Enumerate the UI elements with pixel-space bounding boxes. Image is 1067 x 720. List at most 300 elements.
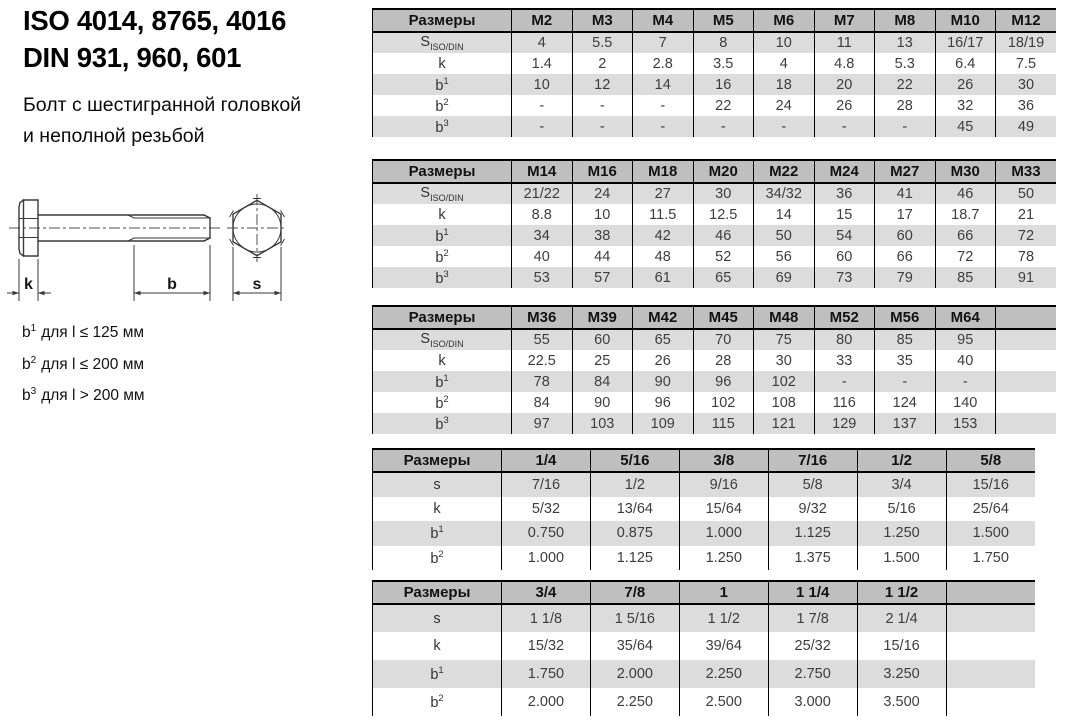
table-cell bbox=[946, 632, 1035, 660]
row-label: $b^1$ bbox=[373, 74, 512, 95]
table-cell: 2 1/4 bbox=[857, 604, 946, 632]
table-corner-header: Размеры bbox=[373, 9, 512, 32]
table-cell: 8 bbox=[693, 32, 754, 53]
table-cell: 0.875 bbox=[590, 521, 679, 546]
table-cell: - bbox=[633, 95, 694, 116]
table-cell: 9/16 bbox=[679, 472, 768, 497]
column-header: M16 bbox=[572, 160, 633, 183]
footnote-symbol: b bbox=[22, 387, 31, 405]
column-header: M42 bbox=[633, 306, 694, 329]
table-cell: 52 bbox=[693, 246, 754, 267]
table-cell: 15 bbox=[814, 204, 875, 225]
table-cell: 60 bbox=[814, 246, 875, 267]
column-header: M33 bbox=[996, 160, 1057, 183]
table-cell: 40 bbox=[512, 246, 573, 267]
page-title-din: DIN 931, 960, 601 bbox=[23, 42, 242, 73]
table-row bbox=[373, 472, 1036, 497]
table-cell: 78 bbox=[996, 246, 1057, 267]
table-cell: 7/16 bbox=[502, 472, 591, 497]
column-header: 3/4 bbox=[502, 581, 591, 604]
table-cell: 26 bbox=[633, 350, 694, 371]
table-cell: 32 bbox=[935, 95, 996, 116]
table-cell: 65 bbox=[633, 329, 694, 350]
table-cell: 27 bbox=[633, 183, 694, 204]
row-label: $b^3$ bbox=[373, 116, 512, 137]
table-cell: 140 bbox=[935, 392, 996, 413]
table-cell bbox=[996, 350, 1057, 371]
table-row bbox=[373, 371, 1057, 392]
table-cell: 16 bbox=[693, 74, 754, 95]
table-row bbox=[373, 53, 1057, 74]
table-cell: 4 bbox=[512, 32, 573, 53]
table-cell: 1.4 bbox=[512, 53, 573, 74]
footnote-symbol: b bbox=[22, 355, 31, 373]
column-header: M5 bbox=[693, 9, 754, 32]
table-row bbox=[373, 95, 1057, 116]
table-cell: - bbox=[875, 116, 936, 137]
row-label: $b^1$ bbox=[373, 521, 502, 546]
column-header: M48 bbox=[754, 306, 815, 329]
table-cell: 42 bbox=[633, 225, 694, 246]
column-header: M22 bbox=[754, 160, 815, 183]
hex-front-view bbox=[227, 194, 287, 301]
row-label: k bbox=[433, 638, 441, 654]
metric-table-m36-m64 bbox=[372, 305, 1056, 434]
row-label: k bbox=[438, 206, 446, 223]
table-cell: 1 7/8 bbox=[768, 604, 857, 632]
table-cell: 4 bbox=[754, 53, 815, 74]
table-cell: 15/32 bbox=[502, 632, 591, 660]
table-cell: 12 bbox=[572, 74, 633, 95]
subtitle-line-1: Болт с шестигранной головкой bbox=[23, 94, 302, 116]
table-cell: 1.000 bbox=[502, 546, 591, 571]
table-cell: 72 bbox=[935, 246, 996, 267]
table-cell: 102 bbox=[693, 392, 754, 413]
table-cell: - bbox=[512, 95, 573, 116]
table-cell bbox=[996, 392, 1057, 413]
footnote-text: для l ≤ 125 мм bbox=[41, 324, 145, 342]
table-cell: 2.250 bbox=[679, 660, 768, 688]
column-header: 1 1/2 bbox=[857, 581, 946, 604]
table-cell: 60 bbox=[875, 225, 936, 246]
footnote-sup: 3 bbox=[30, 386, 37, 398]
table-cell: 54 bbox=[814, 225, 875, 246]
table-cell: 124 bbox=[875, 392, 936, 413]
inch-table-3-4-to-1-1-2 bbox=[372, 580, 1035, 716]
table-cell bbox=[996, 371, 1057, 392]
column-header: 3/8 bbox=[679, 449, 768, 472]
table-cell: 1.750 bbox=[946, 546, 1035, 571]
column-header: M30 bbox=[935, 160, 996, 183]
table-cell: 1.500 bbox=[857, 546, 946, 571]
dim-s-label: s bbox=[252, 276, 262, 293]
table-cell: 21/22 bbox=[512, 183, 573, 204]
bolt-side-view bbox=[7, 200, 223, 301]
bolt-drawing-svg bbox=[5, 188, 305, 313]
table-cell: 61 bbox=[633, 267, 694, 288]
column-header: M27 bbox=[875, 160, 936, 183]
table-cell: 57 bbox=[572, 267, 633, 288]
table-cell: 66 bbox=[875, 246, 936, 267]
table-cell: 10 bbox=[512, 74, 573, 95]
table-cell: 1/2 bbox=[590, 472, 679, 497]
dimension-b bbox=[134, 245, 210, 301]
column-header: 1 1/4 bbox=[768, 581, 857, 604]
column-header: M39 bbox=[572, 306, 633, 329]
table-cell: 36 bbox=[814, 183, 875, 204]
table-row bbox=[373, 225, 1057, 246]
column-header: 1 bbox=[679, 581, 768, 604]
table-cell: 45 bbox=[935, 116, 996, 137]
table-cell: 24 bbox=[572, 183, 633, 204]
table-row bbox=[373, 688, 1036, 716]
table-corner-header: Размеры bbox=[373, 160, 512, 183]
table-cell: 46 bbox=[693, 225, 754, 246]
dimension-table bbox=[372, 448, 1035, 570]
table-cell: 21 bbox=[996, 204, 1057, 225]
table-row bbox=[373, 632, 1036, 660]
footnotes bbox=[22, 315, 145, 410]
page-title-iso: ISO 4014, 8765, 4016 bbox=[23, 5, 287, 36]
row-label: $b^2$ bbox=[435, 393, 449, 412]
column-header: M45 bbox=[693, 306, 754, 329]
table-cell: - bbox=[935, 371, 996, 392]
table-cell: 90 bbox=[633, 371, 694, 392]
row-label: $b^2$ bbox=[430, 693, 444, 711]
column-header bbox=[996, 306, 1057, 329]
table-cell: 22.5 bbox=[512, 350, 573, 371]
table-cell: 15/64 bbox=[679, 497, 768, 522]
table-cell: 137 bbox=[875, 413, 936, 434]
table-cell: 0.750 bbox=[502, 521, 591, 546]
table-cell: 78 bbox=[512, 371, 573, 392]
column-header: M2 bbox=[512, 9, 573, 32]
table-row bbox=[373, 392, 1057, 413]
table-cell: 15/16 bbox=[857, 632, 946, 660]
table-cell: 26 bbox=[935, 74, 996, 95]
table-cell: 1.125 bbox=[768, 521, 857, 546]
column-header: M7 bbox=[814, 9, 875, 32]
row-label: s bbox=[373, 472, 502, 497]
table-cell: 28 bbox=[693, 350, 754, 371]
table-cell: 46 bbox=[935, 183, 996, 204]
table-row bbox=[373, 413, 1057, 434]
table-cell bbox=[946, 688, 1035, 716]
table-cell: 85 bbox=[935, 267, 996, 288]
table-cell: 96 bbox=[633, 392, 694, 413]
column-header: M52 bbox=[814, 306, 875, 329]
table-cell: 50 bbox=[996, 183, 1057, 204]
table-cell: 56 bbox=[754, 246, 815, 267]
table-cell: 20 bbox=[814, 74, 875, 95]
row-label: $b^1$ bbox=[373, 225, 512, 246]
table-cell: 96 bbox=[693, 371, 754, 392]
table-cell: 1 1/2 bbox=[679, 604, 768, 632]
table-cell: - bbox=[633, 116, 694, 137]
table-corner-header: Размеры bbox=[373, 306, 512, 329]
table-row bbox=[373, 204, 1057, 225]
table-row bbox=[373, 32, 1057, 53]
footnote-text: для l > 200 мм bbox=[41, 387, 145, 405]
table-cell: 18.7 bbox=[935, 204, 996, 225]
table-cell: - bbox=[814, 116, 875, 137]
table-cell: 2.000 bbox=[590, 660, 679, 688]
subtitle-line-2: и неполной резьбой bbox=[23, 124, 205, 147]
table-row bbox=[373, 660, 1036, 688]
footnote-b3 bbox=[22, 378, 145, 410]
table-cell: 13 bbox=[875, 32, 936, 53]
row-label: $b^3$ bbox=[373, 413, 512, 434]
table-cell: 44 bbox=[572, 246, 633, 267]
table-cell: 34 bbox=[512, 225, 573, 246]
table-cell: 25/64 bbox=[946, 497, 1035, 522]
table-cell: 69 bbox=[754, 267, 815, 288]
table-cell: 72 bbox=[996, 225, 1057, 246]
table-cell: 35/64 bbox=[590, 632, 679, 660]
column-header: M24 bbox=[814, 160, 875, 183]
table-cell: - bbox=[814, 371, 875, 392]
row-label: $b^1$ bbox=[373, 371, 512, 392]
table-cell: 90 bbox=[572, 392, 633, 413]
column-header: 5/8 bbox=[946, 449, 1035, 472]
table-cell: - bbox=[875, 371, 936, 392]
table-cell: 26 bbox=[814, 95, 875, 116]
column-header: M18 bbox=[633, 160, 694, 183]
table-cell: 84 bbox=[512, 392, 573, 413]
footnote-sup: 1 bbox=[30, 323, 37, 334]
table-cell: 16/17 bbox=[935, 32, 996, 53]
table-cell bbox=[996, 413, 1057, 434]
table-cell: 5.5 bbox=[572, 32, 633, 53]
table-cell: 1.250 bbox=[857, 521, 946, 546]
table-row bbox=[373, 116, 1057, 137]
table-cell: 95 bbox=[935, 329, 996, 350]
column-header: M20 bbox=[693, 160, 754, 183]
table-cell: 12.5 bbox=[693, 204, 754, 225]
table-cell: 2.500 bbox=[679, 688, 768, 716]
table-cell: 30 bbox=[693, 183, 754, 204]
table-cell bbox=[946, 604, 1035, 632]
table-cell: 10 bbox=[754, 32, 815, 53]
table-cell: 50 bbox=[754, 225, 815, 246]
dim-k-label: k bbox=[24, 276, 33, 293]
table-cell: 30 bbox=[996, 74, 1057, 95]
column-header: M4 bbox=[633, 9, 694, 32]
table-cell: 3.500 bbox=[857, 688, 946, 716]
table-cell: 55 bbox=[512, 329, 573, 350]
column-header: 5/16 bbox=[590, 449, 679, 472]
table-cell: 1.250 bbox=[679, 546, 768, 571]
footnote-text: для l ≤ 200 мм bbox=[41, 355, 145, 373]
table-cell: - bbox=[693, 116, 754, 137]
table-cell: 5/16 bbox=[857, 497, 946, 522]
column-header: M8 bbox=[875, 9, 936, 32]
table-cell: 49 bbox=[996, 116, 1057, 137]
table-cell: 1.375 bbox=[768, 546, 857, 571]
dimension-table bbox=[372, 8, 1056, 137]
footnote-sup: 2 bbox=[30, 354, 37, 366]
dimension-table bbox=[372, 580, 1035, 716]
table-cell: 3/4 bbox=[857, 472, 946, 497]
table-row bbox=[373, 74, 1057, 95]
table-cell: 5.3 bbox=[875, 53, 936, 74]
table-row bbox=[373, 183, 1057, 204]
table-cell: 17 bbox=[875, 204, 936, 225]
table-cell: 91 bbox=[996, 267, 1057, 288]
table-cell: 33 bbox=[814, 350, 875, 371]
table-cell: 3.5 bbox=[693, 53, 754, 74]
dim-b-label: b bbox=[167, 276, 177, 293]
table-cell: 65 bbox=[693, 267, 754, 288]
table-cell: 129 bbox=[814, 413, 875, 434]
table-cell: 41 bbox=[875, 183, 936, 204]
column-header: M64 bbox=[935, 306, 996, 329]
row-label: $S_{ISO/DIN}$ bbox=[373, 32, 512, 53]
dimension-table bbox=[372, 159, 1056, 288]
table-cell: 1.125 bbox=[590, 546, 679, 571]
table-row bbox=[373, 604, 1036, 632]
table-cell: - bbox=[572, 116, 633, 137]
row-label: $S_{ISO/DIN}$ bbox=[373, 183, 512, 204]
table-cell: 1 5/16 bbox=[590, 604, 679, 632]
table-cell: 102 bbox=[754, 371, 815, 392]
table-cell: 38 bbox=[572, 225, 633, 246]
table-cell: 85 bbox=[875, 329, 936, 350]
row-label: $S_{ISO/DIN}$ bbox=[373, 329, 512, 350]
column-header: 1/4 bbox=[502, 449, 591, 472]
row-label: $b^2$ bbox=[435, 96, 449, 115]
subtitle-block bbox=[23, 90, 301, 151]
table-cell: 22 bbox=[693, 95, 754, 116]
table-cell: 18 bbox=[754, 74, 815, 95]
row-label: $b^2$ bbox=[435, 247, 449, 266]
table-cell: 2 bbox=[572, 53, 633, 74]
row-label: s bbox=[373, 604, 502, 632]
column-header bbox=[946, 581, 1035, 604]
dimension-table bbox=[372, 305, 1056, 434]
column-header: 7/8 bbox=[590, 581, 679, 604]
table-cell: 115 bbox=[693, 413, 754, 434]
table-cell: 153 bbox=[935, 413, 996, 434]
table-corner-header: Размеры bbox=[373, 581, 502, 604]
table-cell: 15/16 bbox=[946, 472, 1035, 497]
footnote-symbol: b bbox=[22, 324, 31, 342]
column-header: M10 bbox=[935, 9, 996, 32]
table-cell: 6.4 bbox=[935, 53, 996, 74]
footnote-b2 bbox=[22, 347, 145, 379]
table-cell: 11 bbox=[814, 32, 875, 53]
table-cell: 35 bbox=[875, 350, 936, 371]
column-header: M6 bbox=[754, 9, 815, 32]
table-cell: 5/32 bbox=[502, 497, 591, 522]
table-row bbox=[373, 350, 1057, 371]
table-row bbox=[373, 246, 1057, 267]
table-cell: 1.500 bbox=[946, 521, 1035, 546]
column-header: M3 bbox=[572, 9, 633, 32]
table-cell: 25/32 bbox=[768, 632, 857, 660]
table-cell: 75 bbox=[754, 329, 815, 350]
table-cell: 3.000 bbox=[768, 688, 857, 716]
table-row bbox=[373, 329, 1057, 350]
table-cell: 60 bbox=[572, 329, 633, 350]
table-cell bbox=[946, 660, 1035, 688]
footnote-b1 bbox=[22, 315, 145, 347]
table-cell: 9/32 bbox=[768, 497, 857, 522]
table-cell: 22 bbox=[875, 74, 936, 95]
table-cell: 34/32 bbox=[754, 183, 815, 204]
table-cell: 8.8 bbox=[512, 204, 573, 225]
table-cell: 7.5 bbox=[996, 53, 1057, 74]
row-label: $b^2$ bbox=[430, 548, 444, 567]
table-cell: 18/19 bbox=[996, 32, 1057, 53]
table-cell: 2.000 bbox=[502, 688, 591, 716]
table-cell: 116 bbox=[814, 392, 875, 413]
table-cell: - bbox=[754, 116, 815, 137]
table-cell: 103 bbox=[572, 413, 633, 434]
column-header: M12 bbox=[996, 9, 1057, 32]
table-cell: 14 bbox=[754, 204, 815, 225]
table-cell: - bbox=[572, 95, 633, 116]
table-cell: 5/8 bbox=[768, 472, 857, 497]
table-cell: 70 bbox=[693, 329, 754, 350]
table-cell: 53 bbox=[512, 267, 573, 288]
table-cell: 11.5 bbox=[633, 204, 694, 225]
table-cell: 108 bbox=[754, 392, 815, 413]
row-label: $b^1$ bbox=[373, 660, 502, 688]
table-cell: 7 bbox=[633, 32, 694, 53]
column-header: M36 bbox=[512, 306, 573, 329]
table-cell: 28 bbox=[875, 95, 936, 116]
dimension-k bbox=[7, 259, 51, 301]
row-label: k bbox=[438, 352, 446, 369]
table-cell: 25 bbox=[572, 350, 633, 371]
table-cell: 24 bbox=[754, 95, 815, 116]
table-row bbox=[373, 546, 1036, 571]
table-cell: 48 bbox=[633, 246, 694, 267]
table-cell: 1 1/8 bbox=[502, 604, 591, 632]
table-cell: 2.8 bbox=[633, 53, 694, 74]
bolt-drawing bbox=[5, 188, 305, 318]
table-cell: 40 bbox=[935, 350, 996, 371]
table-cell: 2.250 bbox=[590, 688, 679, 716]
table-cell: 14 bbox=[633, 74, 694, 95]
table-cell: 10 bbox=[572, 204, 633, 225]
table-cell: 39/64 bbox=[679, 632, 768, 660]
column-header: M14 bbox=[512, 160, 573, 183]
table-row bbox=[373, 267, 1057, 288]
table-cell bbox=[996, 329, 1057, 350]
table-cell: 2.750 bbox=[768, 660, 857, 688]
row-label: $b^3$ bbox=[373, 267, 512, 288]
table-cell: 121 bbox=[754, 413, 815, 434]
table-corner-header: Размеры bbox=[373, 449, 502, 472]
table-row bbox=[373, 521, 1036, 546]
column-header: M56 bbox=[875, 306, 936, 329]
title-block bbox=[23, 2, 286, 76]
table-cell: 97 bbox=[512, 413, 573, 434]
table-cell: 36 bbox=[996, 95, 1057, 116]
table-cell: 66 bbox=[935, 225, 996, 246]
metric-table-m14-m33 bbox=[372, 159, 1056, 288]
metric-table-m2-m12 bbox=[372, 8, 1056, 137]
table-cell: 73 bbox=[814, 267, 875, 288]
table-cell: 109 bbox=[633, 413, 694, 434]
column-header: 7/16 bbox=[768, 449, 857, 472]
table-cell: 4.8 bbox=[814, 53, 875, 74]
row-label: k bbox=[433, 500, 441, 517]
table-cell: 1.000 bbox=[679, 521, 768, 546]
table-cell: 1.750 bbox=[502, 660, 591, 688]
